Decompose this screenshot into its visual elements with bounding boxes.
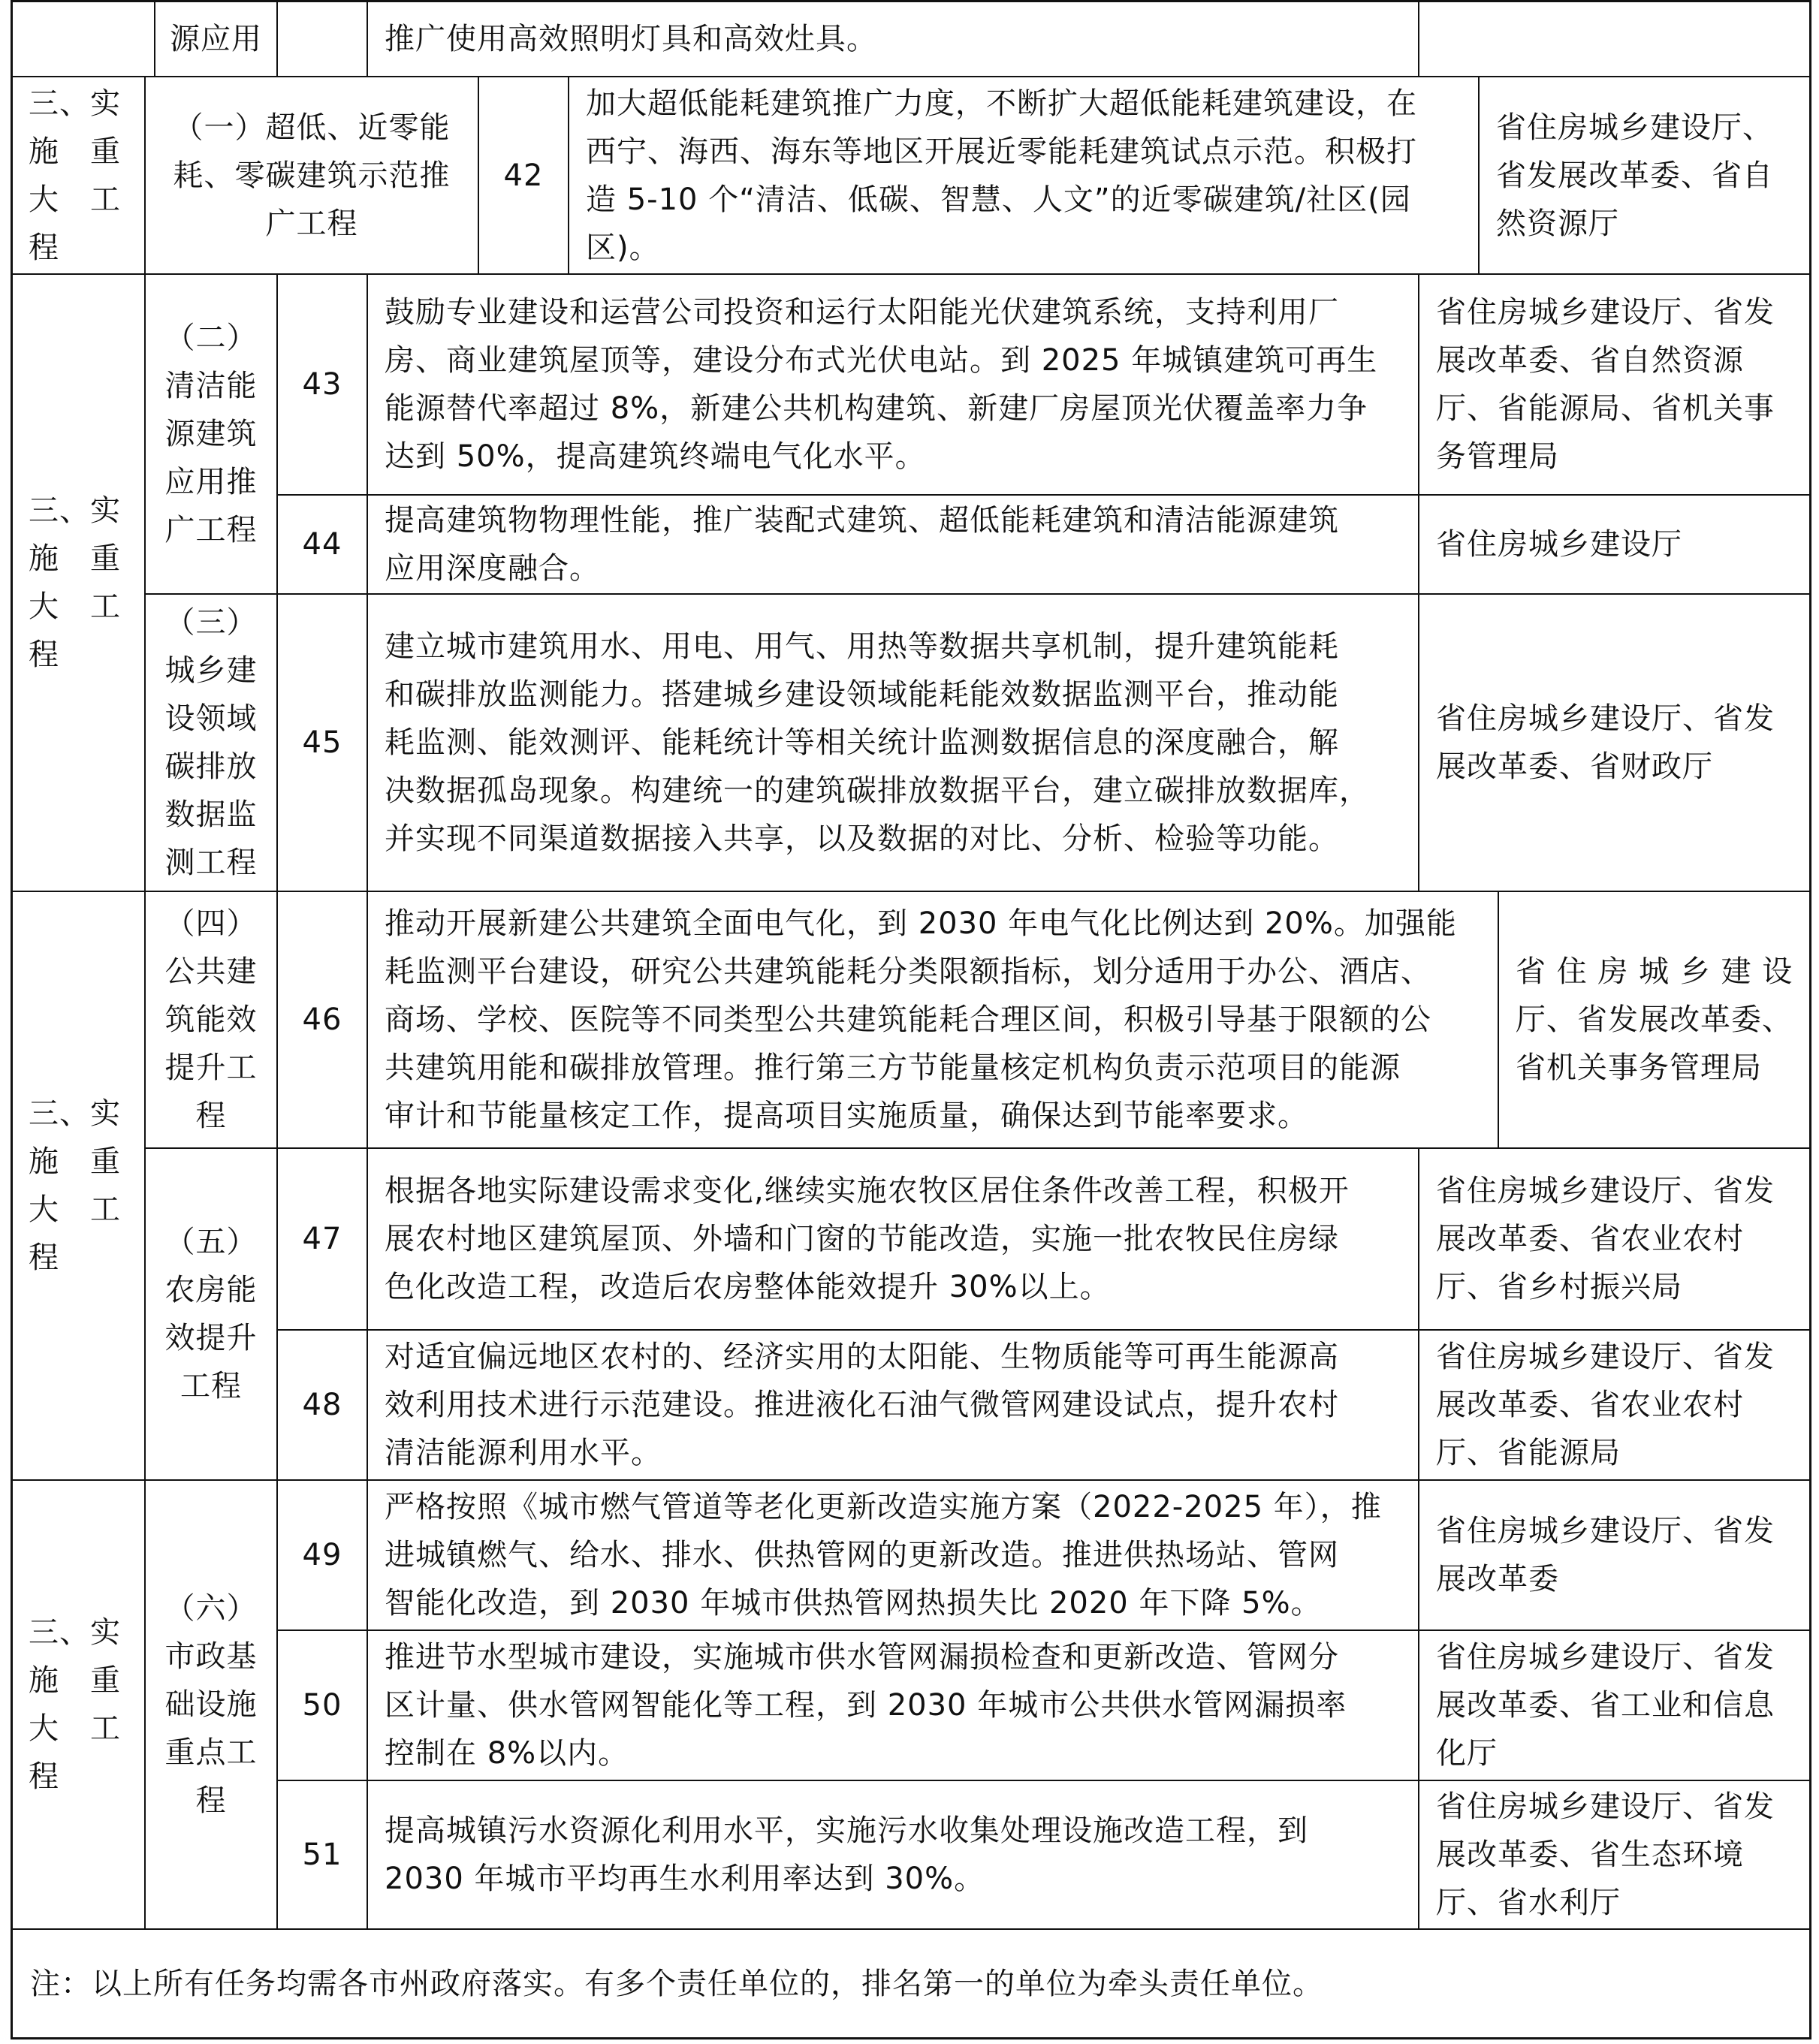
content-cell: 提高建筑物物理性能，推广装配式建筑、超低能耗建筑和清洁能源建筑 应用深度融合。 xyxy=(367,494,1419,595)
id-cell: 42 xyxy=(478,76,569,275)
content-cell: 推广使用高效照明灯具和高效灶具。 xyxy=(367,0,1419,77)
responsible-cell: 省住房城乡建设厅、省发 展改革委、省农业农村 厅、省能源局 xyxy=(1418,1329,1811,1481)
content-cell: 对适宜偏远地区农村的、经济实用的太阳能、生物质能等可再生能源高 效利用技术进行示范建设。推进液化石油气微管网建设试点，提升农村 清洁能源利用水平。 xyxy=(367,1329,1419,1481)
content-cell: 严格按照《城市燃气管道等老化更新改造实施方案（2022-2025 年），推 进城镇燃气、给水、排水、供热管网的更新改造。推进供热场站、管网 智能化改造，到 2030 年城市供热管网热损失比 2020 年下降 5%。 xyxy=(367,1479,1419,1631)
section-label: 三、实 施 重 大 工 程 xyxy=(11,273,146,892)
content-cell: 推动开展新建公共建筑全面电气化，到 2030 年电气化比例达到 20%。加强能 耗监测平台建设，研究公共建筑能耗分类限额指标，划分适用于办公、酒店、 商场、学校、医院等不同类型公共建筑能耗合理区间，积极引导基于限额的公 共建筑用能和碳排放管理。推行第三方节能量核定机构负责示范项目的能源 审计和节能量核定工作，提高项目实施质量，确保达到节能率要求。 xyxy=(367,891,1499,1149)
id-cell: 44 xyxy=(276,494,368,595)
id-cell: 46 xyxy=(276,891,368,1149)
responsible-cell: 省住房城乡建设厅、省发 展改革委、省生态环境 厅、省水利厅 xyxy=(1418,1780,1811,1930)
footnote: 注：以上所有任务均需各市州政府落实。有多个责任单位的，排名第一的单位为牵头责任单位。 xyxy=(11,1928,1811,2039)
content-cell: 加大超低能耗建筑推广力度，不断扩大超低能耗建筑建设，在 西宁、海西、海东等地区开展近零能耗建筑试点示范。积极打 造 5-10 个“清洁、低碳、智慧、人文”的近零碳建筑/社区(园区)。 xyxy=(568,76,1480,275)
id-cell: 43 xyxy=(276,273,368,496)
responsible-cell: 省住房城乡建设厅 xyxy=(1418,494,1811,595)
content-cell: 提高城镇污水资源化利用水平，实施污水收集处理设施改造工程，到 2030 年城市平均再生水利用率达到 30%。 xyxy=(367,1780,1419,1930)
responsible-cell: 省住房城乡建设厅、省发 展改革委、省财政厅 xyxy=(1418,593,1811,892)
project-cell: 源应用 xyxy=(154,0,278,77)
content-cell: 根据各地实际建设需求变化,继续实施农牧区居住条件改善工程，积极开 展农村地区建筑屋顶、外墙和门窗的节能改造，实施一批农牧民住房绿 色化改造工程，改造后农房整体能效提升 30%以上。 xyxy=(367,1147,1419,1331)
id-cell: 48 xyxy=(276,1329,368,1481)
content-cell: 推进节水型城市建设，实施城市供水管网漏损检查和更新改造、管网分 区计量、供水管网智能化等工程，到 2030 年城市公共供水管网漏损率 控制在 8%以内。 xyxy=(367,1629,1419,1781)
responsible-cell: 省 住 房 城 乡 建 设 厅、省发展改革委、 省机关事务管理局 xyxy=(1498,891,1811,1149)
project-cell: （四） 公共建 筑能效 提升工 程 xyxy=(144,891,278,1149)
responsible-cell: 省住房城乡建设厅、省发 展改革委、省农业农村 厅、省乡村振兴局 xyxy=(1418,1147,1811,1331)
id-cell xyxy=(276,0,368,77)
content-cell: 建立城市建筑用水、用电、用气、用热等数据共享机制，提升建筑能耗 和碳排放监测能力。搭建城乡建设领域能耗能效数据监测平台，推动能 耗监测、能效测评、能耗统计等相关统计监测数据信息的深度融合，解 决数据孤岛现象。构建统一的建筑碳排放数据平台，建立碳排放数据库， 并实现不同渠道数据接入共享，以及数据的对比、分析、检验等功能。 xyxy=(367,593,1419,892)
project-cell: （一）超低、近零能 耗、零碳建筑示范推 广工程 xyxy=(144,76,479,275)
section-label: 三、实 施 重 大 工 程 xyxy=(11,891,146,1481)
project-cell: （五） 农房能 效提升 工程 xyxy=(144,1147,278,1481)
responsible-cell: 省住房城乡建设厅、省发 展改革委 xyxy=(1418,1479,1811,1631)
responsible-cell: 省住房城乡建设厅、 省发展改革委、省自 然资源厅 xyxy=(1478,76,1811,275)
id-cell: 50 xyxy=(276,1629,368,1781)
responsible-cell xyxy=(1418,0,1811,77)
section-label: 三、实 施 重 大 工 程 xyxy=(11,76,146,275)
section-label: 三、实 施 重 大 工 程 xyxy=(11,1479,146,1930)
responsible-cell: 省住房城乡建设厅、省发 展改革委、省自然资源 厅、省能源局、省机关事 务管理局 xyxy=(1418,273,1811,496)
responsible-cell: 省住房城乡建设厅、省发 展改革委、省工业和信息 化厅 xyxy=(1418,1629,1811,1781)
content-cell: 鼓励专业建设和运营公司投资和运行太阳能光伏建筑系统，支持利用厂 房、商业建筑屋顶等，建设分布式光伏电站。到 2025 年城镇建筑可再生 能源替代率超过 8%，新建公共机构建筑、新建厂房屋顶光伏覆盖率力争 达到 50%，提高建筑终端电气化水平。 xyxy=(367,273,1419,496)
id-cell: 49 xyxy=(276,1479,368,1631)
project-cell: （二） 清洁能 源建筑 应用推 广工程 xyxy=(144,273,278,595)
project-cell: （三） 城乡建 设领域 碳排放 数据监 测工程 xyxy=(144,593,278,892)
id-cell: 51 xyxy=(276,1780,368,1930)
id-cell: 47 xyxy=(276,1147,368,1331)
section-cell-empty xyxy=(11,0,155,77)
project-cell: （六） 市政基 础设施 重点工 程 xyxy=(144,1479,278,1930)
id-cell: 45 xyxy=(276,593,368,892)
